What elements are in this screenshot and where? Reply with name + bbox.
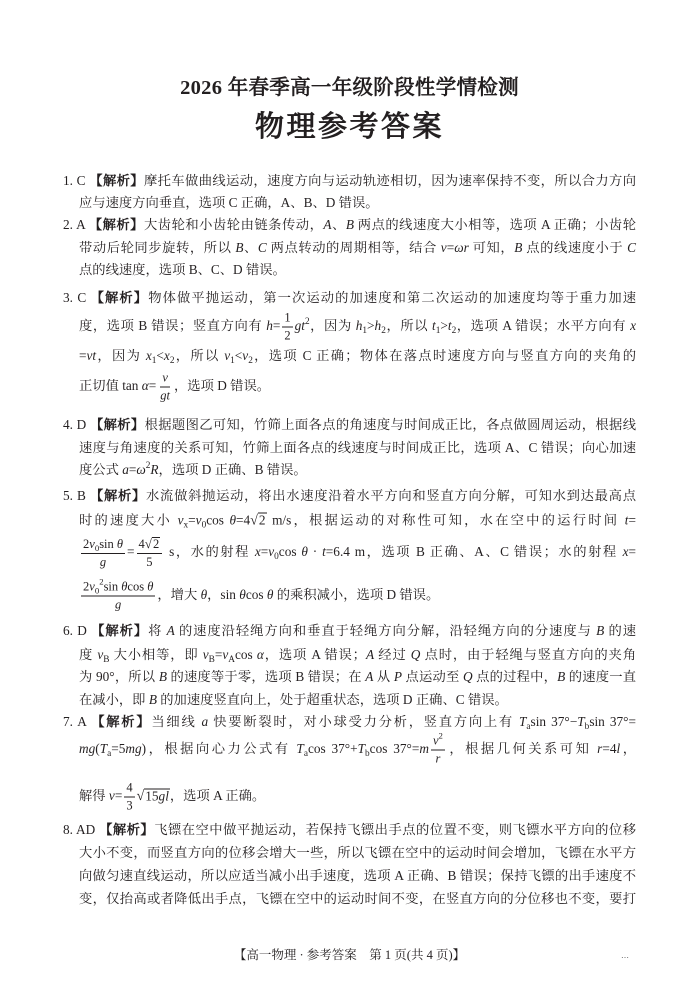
math-variable: v bbox=[432, 733, 439, 748]
fraction-numerator bbox=[160, 371, 170, 388]
answer-text: 可知， bbox=[468, 240, 515, 255]
answer-text: ，根据几何关系可知 bbox=[446, 741, 598, 757]
answer-text: 2 bbox=[83, 579, 90, 594]
answer-text: 5. B bbox=[63, 488, 90, 503]
math-variable: mg bbox=[79, 741, 96, 757]
answer-text: 当细线 bbox=[151, 714, 202, 729]
answer-text: 点的过程中， bbox=[472, 669, 558, 684]
answer-line bbox=[79, 259, 636, 281]
math-variable: v bbox=[440, 240, 447, 255]
analysis-label: 【解析】 bbox=[91, 714, 152, 729]
math-variable: a bbox=[201, 714, 209, 729]
answer-text: 点运动至 bbox=[402, 669, 464, 684]
subscript: 2 bbox=[381, 326, 386, 337]
answer-line bbox=[63, 620, 636, 642]
math-variable: t bbox=[432, 318, 436, 334]
math-variable: T bbox=[519, 714, 527, 729]
answer-text: 、 bbox=[331, 217, 346, 232]
answer-text: cos bbox=[234, 647, 257, 662]
answer-text: 5 bbox=[146, 555, 153, 569]
answer-line bbox=[79, 576, 636, 613]
answer-text: 4 bbox=[138, 537, 145, 551]
superscript: 2 bbox=[438, 730, 443, 741]
analysis-label: 【解析】 bbox=[99, 822, 155, 837]
answer-text: s，水的射程 bbox=[164, 544, 255, 560]
math-variable: gt bbox=[160, 388, 171, 403]
answer-line bbox=[63, 170, 636, 192]
subscript: B bbox=[103, 655, 110, 665]
math-variable: T bbox=[357, 741, 366, 757]
answer-text: < bbox=[156, 348, 164, 363]
answer-text: 解得 bbox=[79, 788, 109, 804]
fraction-numerator bbox=[81, 576, 155, 597]
math-variable: α bbox=[256, 647, 264, 662]
subscript: b bbox=[365, 749, 370, 760]
math-variable: m bbox=[419, 741, 429, 757]
answer-line bbox=[79, 781, 636, 814]
answer-text: ，所以 bbox=[174, 348, 225, 363]
fraction-numerator bbox=[431, 730, 445, 751]
math-variable: θ bbox=[116, 536, 124, 551]
math-variable: v bbox=[242, 348, 249, 363]
answer-text: · bbox=[307, 544, 323, 560]
answer-line bbox=[63, 287, 636, 309]
answer-line bbox=[63, 414, 636, 436]
answer-text: sin bbox=[103, 579, 122, 594]
answer-text: ，选项 A 正确。 bbox=[169, 788, 266, 804]
answer-text: 根据题图乙可知，竹筛上面各点的角速度与时间成正比，各点做圆周运动，根据线 bbox=[144, 417, 636, 432]
answer-text: = bbox=[127, 544, 135, 560]
answer-key-title: 物理参考答案 bbox=[254, 111, 444, 143]
fraction bbox=[431, 730, 445, 767]
analysis-label: 【解析】 bbox=[90, 290, 149, 305]
radical-sign: √ bbox=[144, 536, 152, 551]
answer-text: 带动后轮同步旋转，所以 bbox=[79, 240, 236, 255]
answer-text: 大小不变，而竖直方向的位移会增大一些，所以飞镖在空中的运动时间会增加，飞镖在水平方 bbox=[79, 845, 636, 860]
subscript: x bbox=[183, 520, 189, 531]
fraction bbox=[282, 311, 292, 344]
answer-text: 物体做平抛运动，第一次运动的加速度和第二次运动的加速度均等于重力加速 bbox=[148, 290, 637, 305]
answer-text: 飞镖在空中做平抛运动，若保持飞镖出手点的位置不变，则飞镖水平方向的位移 bbox=[154, 822, 637, 837]
fraction-denominator bbox=[158, 388, 172, 404]
answer-text: 的速度沿轻绳方向和垂直于轻绳方向分解，沿轻绳方向的分速度与 bbox=[174, 623, 597, 638]
analysis-label: 【解析】 bbox=[89, 173, 144, 188]
math-variable: gl bbox=[158, 788, 169, 804]
answer-text: 2 bbox=[258, 512, 266, 528]
radical-sign: √ bbox=[250, 513, 258, 529]
fraction bbox=[81, 576, 155, 613]
answer-text: sin 37°= bbox=[589, 714, 637, 729]
subscript: 2 bbox=[169, 356, 175, 366]
analysis-label: 【解析】 bbox=[89, 488, 147, 503]
answer-text: m/s，根据运动的对称性可知，水在空中的运行时间 bbox=[266, 512, 625, 528]
answer-text: 正切值 tan bbox=[79, 378, 142, 394]
math-variable: a bbox=[122, 462, 129, 477]
answer-text: 点时，由于轻绳与竖直方向的夹角 bbox=[420, 647, 636, 662]
fraction-denominator bbox=[282, 328, 292, 344]
math-variable: C bbox=[257, 240, 267, 255]
answer-text: 的乘积减小，选项 D 错误。 bbox=[273, 587, 440, 603]
math-variable: θ bbox=[229, 512, 237, 528]
answer-line bbox=[79, 666, 636, 688]
answer-text: 1 bbox=[284, 310, 291, 325]
answer-text: 3. C bbox=[63, 290, 91, 305]
answer-text: ，选项 C 正确；物体在落点时速度方向与竖直方向的夹角的 bbox=[252, 348, 637, 363]
subscript: B bbox=[208, 655, 215, 665]
math-variable: h bbox=[266, 318, 273, 334]
answer-text: 两点转动的周期相等，结合 bbox=[266, 240, 441, 255]
answer-text: sin bbox=[99, 536, 117, 551]
answer-line bbox=[79, 842, 636, 864]
math-variable: t bbox=[322, 544, 326, 560]
answer-line bbox=[63, 819, 636, 841]
answer-text: 大小相等，即 bbox=[109, 647, 203, 662]
math-variable: A bbox=[365, 647, 375, 662]
math-variable: α bbox=[141, 378, 149, 394]
analysis-label: 【解析】 bbox=[89, 417, 145, 432]
math-variable: B bbox=[148, 692, 157, 707]
answer-text: = bbox=[446, 240, 455, 255]
answer-text: ，因为 bbox=[96, 348, 146, 363]
math-variable: x bbox=[254, 544, 261, 560]
math-variable: v bbox=[224, 348, 231, 363]
answer-text: 将 bbox=[148, 623, 167, 638]
subscript: 1 bbox=[230, 356, 235, 366]
subscript: 1 bbox=[362, 326, 368, 337]
answer-text: ，选项 D 正确、B 错误。 bbox=[158, 462, 307, 477]
answer-text: 的速度等于零，选项 B 错误；在 bbox=[166, 669, 366, 684]
answer-text: ，因为 bbox=[309, 318, 356, 334]
math-variable: ω bbox=[136, 462, 146, 477]
math-variable: Q bbox=[410, 647, 421, 662]
subscript: 0 bbox=[201, 520, 207, 531]
fraction bbox=[81, 537, 125, 570]
answer-text: 点的线速度，选项 B、C、D 错误。 bbox=[79, 262, 286, 277]
answer-text: = bbox=[260, 544, 269, 560]
answer-line bbox=[63, 711, 636, 733]
answer-line bbox=[79, 459, 636, 481]
answer-text: ，选项 D 错误。 bbox=[174, 378, 271, 394]
answer-text: 1. C bbox=[63, 173, 90, 188]
math-variable: x bbox=[145, 348, 152, 363]
corner-mark: … bbox=[621, 951, 629, 960]
answer-text: cos bbox=[245, 587, 267, 603]
answer-line bbox=[79, 689, 636, 711]
answer-line bbox=[79, 644, 636, 666]
answer-text: ，选项 A 错误； bbox=[263, 647, 366, 662]
answer-text: 2. A bbox=[63, 217, 89, 232]
fraction-denominator bbox=[144, 554, 154, 570]
answer-text: 向做匀速直线运动，所以应适当减小出手速度，选项 A 正确、B 错误；保持飞镖的出手速度不 bbox=[79, 868, 636, 883]
math-variable: v bbox=[202, 647, 209, 662]
answer-text: = bbox=[128, 462, 137, 477]
fraction-numerator bbox=[137, 536, 163, 554]
subscript: 0 bbox=[94, 542, 100, 553]
math-variable: θ bbox=[121, 579, 128, 594]
answer-line bbox=[79, 192, 636, 214]
subscript: 2 bbox=[451, 326, 457, 337]
answer-text: = bbox=[628, 512, 636, 528]
fraction-numerator bbox=[81, 537, 125, 554]
answer-text: 6. D bbox=[63, 623, 92, 638]
math-variable: θ bbox=[266, 587, 274, 603]
math-variable: B bbox=[514, 240, 523, 255]
answer-line bbox=[79, 865, 636, 887]
subscript: 1 bbox=[435, 326, 441, 337]
answer-text: > bbox=[440, 318, 448, 334]
superscript: 2 bbox=[304, 317, 310, 328]
radicand bbox=[152, 537, 160, 552]
analysis-label: 【解析】 bbox=[91, 623, 149, 638]
math-variable: T bbox=[99, 741, 108, 757]
answer-text: = bbox=[628, 544, 636, 560]
math-variable: t bbox=[447, 318, 452, 334]
math-variable: v bbox=[195, 512, 202, 528]
math-variable: x bbox=[163, 348, 170, 363]
answer-text: 4. D bbox=[63, 417, 90, 432]
math-variable: P bbox=[393, 669, 403, 684]
subscript: 2 bbox=[248, 356, 253, 366]
math-variable: Q bbox=[463, 669, 473, 684]
answer-text: = bbox=[272, 318, 281, 334]
answer-line bbox=[79, 311, 636, 344]
subscript: 0 bbox=[94, 585, 100, 596]
math-variable: B bbox=[345, 217, 354, 232]
answer-text: )，根据向心力公式有 bbox=[141, 741, 297, 757]
answer-text: 从 bbox=[373, 669, 394, 684]
answer-text: =6.4 m，选项 B 正确、A、C 错误；水的射程 bbox=[325, 544, 623, 560]
math-variable: v bbox=[162, 370, 168, 385]
answer-text: 的加速度竖直向上，处于超重状态，选项 D 正确、C 错误。 bbox=[156, 692, 508, 707]
answer-text: 2 bbox=[284, 328, 291, 343]
radicand bbox=[144, 788, 170, 804]
math-variable: h bbox=[374, 318, 382, 334]
math-variable: x bbox=[622, 544, 629, 560]
math-variable: R bbox=[150, 462, 159, 477]
math-variable: t bbox=[624, 512, 629, 528]
answer-text: 在减小，即 bbox=[79, 692, 149, 707]
answer-text: ( bbox=[95, 741, 100, 757]
answer-text: ，选项 A 错误；水平方向有 bbox=[456, 318, 631, 334]
math-variable: v bbox=[177, 512, 184, 528]
subscript: A bbox=[228, 655, 235, 665]
math-variable: gt bbox=[294, 318, 305, 334]
answer-text: cos 37°+ bbox=[307, 741, 358, 757]
subscript: a bbox=[107, 749, 112, 760]
answer-text: 2 bbox=[153, 537, 160, 551]
math-variable: v bbox=[268, 544, 275, 560]
fraction bbox=[124, 781, 134, 814]
answer-text: 的速度一直 bbox=[565, 669, 637, 684]
math-variable: A bbox=[365, 669, 374, 684]
math-variable: v bbox=[89, 579, 95, 594]
math-variable: r bbox=[435, 751, 441, 766]
math-variable: B bbox=[235, 240, 244, 255]
fraction-denominator bbox=[113, 597, 123, 613]
math-variable: x bbox=[630, 318, 637, 334]
answer-text: 水流做斜抛运动，将出水速度沿着水平方向和竖直方向分解，可知水到达最高点 bbox=[146, 488, 637, 503]
answer-line bbox=[79, 437, 636, 459]
answer-line bbox=[63, 214, 636, 236]
answer-line bbox=[79, 510, 636, 533]
answer-text: sin 37°− bbox=[530, 714, 578, 729]
answer-text: cos bbox=[206, 512, 230, 528]
math-variable: B bbox=[557, 669, 566, 684]
answer-text: 度，选项 B 错误；竖直方向有 bbox=[79, 318, 267, 334]
subscript: 0 bbox=[274, 552, 279, 563]
answer-line bbox=[79, 888, 636, 910]
answer-line bbox=[79, 345, 636, 367]
answer-text: 快要断裂时，对小球受力分析，竖直方向上有 bbox=[208, 714, 519, 729]
answer-text: < bbox=[234, 348, 243, 363]
math-variable: T bbox=[577, 714, 585, 729]
subscript: a bbox=[526, 722, 531, 732]
math-variable: θ bbox=[301, 544, 308, 560]
math-variable: θ bbox=[200, 587, 208, 603]
math-variable: T bbox=[296, 741, 304, 757]
superscript: 2 bbox=[145, 461, 151, 471]
math-variable: B bbox=[596, 623, 605, 638]
math-variable: r bbox=[597, 741, 603, 757]
answer-text: 大齿轮和小齿轮由链条传动， bbox=[143, 217, 324, 232]
answer-text: =4 bbox=[236, 512, 251, 528]
math-variable: l bbox=[616, 741, 621, 757]
math-variable: vt bbox=[86, 348, 97, 363]
answer-text: = bbox=[114, 788, 123, 804]
answer-text: 度公式 bbox=[79, 462, 123, 477]
math-variable: g bbox=[99, 554, 107, 569]
analysis-label: 【解析】 bbox=[88, 217, 144, 232]
answer-text: 为 90°，所以 bbox=[79, 669, 159, 684]
answer-text: =5 bbox=[111, 741, 126, 757]
subscript: 1 bbox=[151, 356, 157, 366]
math-variable: v bbox=[222, 647, 229, 662]
answer-text: 2 bbox=[83, 536, 90, 551]
answer-text: 变，仅抬高或者降低出手点，飞镖在空中的运动时间不变，在竖直方向的分位移也不变，要打 bbox=[79, 891, 636, 906]
answer-text: = bbox=[148, 378, 157, 394]
answer-text: 度 bbox=[79, 647, 98, 662]
answer-text: 点的线速度小于 bbox=[522, 240, 628, 255]
answer-text: ，增大 bbox=[157, 587, 201, 603]
superscript: 2 bbox=[99, 576, 104, 587]
answer-text: 4 bbox=[126, 780, 133, 795]
answer-text: 7. A bbox=[63, 714, 92, 729]
math-variable: g bbox=[115, 597, 122, 612]
math-variable: θ bbox=[147, 579, 154, 594]
math-variable: v bbox=[108, 788, 115, 804]
answer-text: 15 bbox=[145, 788, 159, 804]
answer-text: 经过 bbox=[374, 647, 411, 662]
fraction-denominator bbox=[98, 554, 108, 570]
radical-sign: √ bbox=[136, 789, 145, 805]
math-variable: h bbox=[355, 318, 363, 334]
math-variable: ωr bbox=[454, 240, 469, 255]
answer-text: ，sin bbox=[207, 587, 240, 603]
answer-text: = bbox=[79, 348, 87, 363]
radicand bbox=[258, 513, 267, 529]
fraction-denominator bbox=[433, 751, 442, 767]
math-variable: θ bbox=[239, 587, 246, 603]
answer-text: 应与速度方向垂直，选项 C 正确，A、B、D 错误。 bbox=[79, 195, 379, 210]
subscript: a bbox=[303, 749, 308, 760]
answer-text: 时的速度大小 bbox=[79, 512, 178, 528]
answer-text: 8. AD bbox=[63, 822, 100, 837]
math-variable: mg bbox=[125, 741, 142, 757]
page-footer: 【高一物理 · 参考答案 第 1 页(共 4 页)】 bbox=[233, 948, 466, 962]
answer-line bbox=[79, 237, 636, 259]
math-variable: A bbox=[323, 217, 332, 232]
answer-text: ， bbox=[620, 741, 636, 757]
answer-text: 摩托车做曲线运动，速度方向与运动轨迹相切，因为速率保持不变，所以合力方向 bbox=[143, 173, 637, 188]
answer-text: cos bbox=[278, 544, 302, 560]
answer-text: 3 bbox=[126, 798, 133, 813]
answer-text: 两点的线速度大小相等，选项 A 正确；小齿轮 bbox=[353, 217, 637, 232]
answer-line bbox=[79, 730, 636, 767]
math-variable: A bbox=[166, 623, 175, 638]
answer-text: 速度与角速度的关系可知，竹筛上面各点的线速度与时间成正比，选项 A、C 错误；向心加速 bbox=[79, 440, 636, 455]
answer-text: =4 bbox=[602, 741, 617, 757]
answer-text: = bbox=[188, 512, 196, 528]
math-variable: v bbox=[97, 647, 104, 662]
answer-text: ，所以 bbox=[385, 318, 432, 334]
answer-line bbox=[63, 485, 636, 507]
subscript: b bbox=[584, 722, 590, 732]
math-variable: B bbox=[158, 669, 167, 684]
math-variable: C bbox=[627, 240, 637, 255]
fraction bbox=[137, 536, 163, 570]
math-variable: v bbox=[89, 536, 95, 551]
fraction bbox=[158, 371, 172, 404]
answer-text: 、 bbox=[243, 240, 258, 255]
exam-title: 2026 年春季高一年级阶段性学情检测 bbox=[180, 77, 519, 99]
answer-text: cos 37°= bbox=[369, 741, 420, 757]
answer-text: 的速 bbox=[604, 623, 637, 638]
answer-text: cos bbox=[127, 579, 148, 594]
answer-text: > bbox=[367, 318, 375, 334]
fraction-numerator bbox=[282, 311, 292, 328]
fraction-numerator bbox=[124, 781, 134, 798]
answer-line bbox=[79, 371, 636, 404]
answer-text: = bbox=[214, 647, 223, 662]
fraction-denominator bbox=[124, 798, 134, 814]
answer-line bbox=[79, 536, 636, 570]
